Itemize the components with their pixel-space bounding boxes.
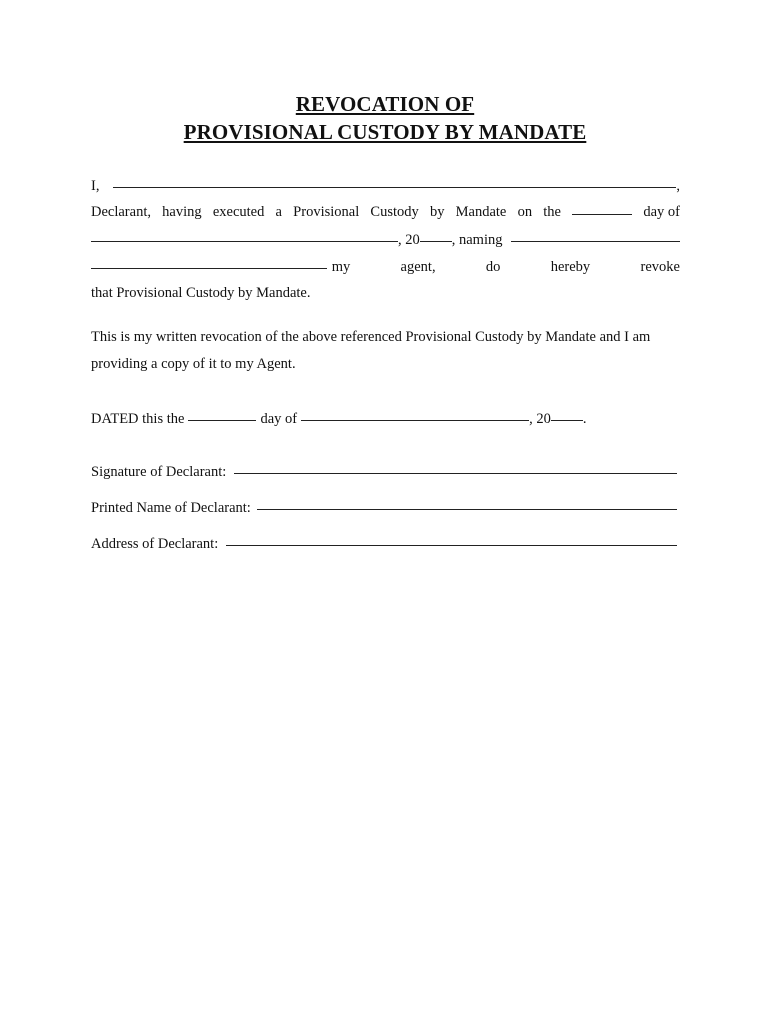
printed-name-field [91, 496, 677, 518]
printed-name-label: Printed Name of Declarant: [91, 500, 251, 516]
word: by [429, 204, 445, 220]
word: Custody [370, 204, 419, 220]
execution-day-blank[interactable] [572, 199, 632, 215]
dated-day-blank[interactable] [188, 405, 256, 421]
dated-end: . [582, 411, 587, 427]
dated-year-blank[interactable] [551, 405, 583, 421]
address-blank[interactable] [226, 530, 677, 546]
signature-label: Signature of Declarant: [91, 464, 227, 480]
signature-blank[interactable] [234, 458, 677, 474]
declarant-prefix: I, [91, 178, 100, 194]
printed-name-blank[interactable] [257, 494, 677, 510]
word: a [275, 204, 282, 220]
word: Provisional [293, 204, 360, 220]
word: having [162, 204, 202, 220]
declarant-name-line [91, 174, 680, 196]
agent-name-blank-2[interactable] [91, 253, 327, 269]
declarant-name-blank[interactable] [113, 172, 676, 188]
word: revoke [640, 259, 680, 275]
signature-field [91, 460, 677, 482]
word: executed [212, 204, 265, 220]
execution-date-line [91, 228, 680, 250]
word: Declarant, [91, 204, 151, 220]
year-prefix: , 20 [398, 232, 420, 248]
dated-month-blank[interactable] [301, 405, 529, 421]
word: do [485, 259, 501, 275]
word: hereby [550, 259, 591, 275]
word: on [517, 204, 533, 220]
execution-year-blank[interactable] [420, 226, 452, 242]
document-title-line-1: REVOCATION OF [295, 92, 475, 116]
agent-line [91, 255, 680, 277]
declarant-name-comma: , [676, 178, 680, 194]
word: my [331, 259, 351, 275]
dated-year-prefix: , 20 [529, 411, 551, 427]
word: agent, [400, 259, 436, 275]
execution-month-blank[interactable] [91, 226, 398, 242]
day-of-label: day of [643, 204, 680, 220]
naming-label: , naming [451, 232, 503, 248]
agent-name-blank-1[interactable] [511, 226, 681, 242]
word: the [543, 204, 561, 220]
dated-line [91, 407, 680, 429]
revoke-object-line: that Provisional Custody by Mandate. [91, 285, 311, 301]
revocation-statement-line-2: providing a copy of it to my Agent. [91, 356, 296, 372]
word: Mandate [455, 204, 507, 220]
dated-day-of: day of [260, 411, 298, 427]
address-field [91, 532, 677, 554]
dated-prefix: DATED this the [91, 411, 185, 427]
document-title-line-2: PROVISIONAL CUSTODY BY MANDATE [183, 120, 587, 144]
executed-line [91, 201, 680, 223]
revocation-statement-line-1: This is my written revocation of the above referenced Provisional Custody by Mandate and I am [91, 329, 651, 345]
address-label: Address of Declarant: [91, 536, 219, 552]
